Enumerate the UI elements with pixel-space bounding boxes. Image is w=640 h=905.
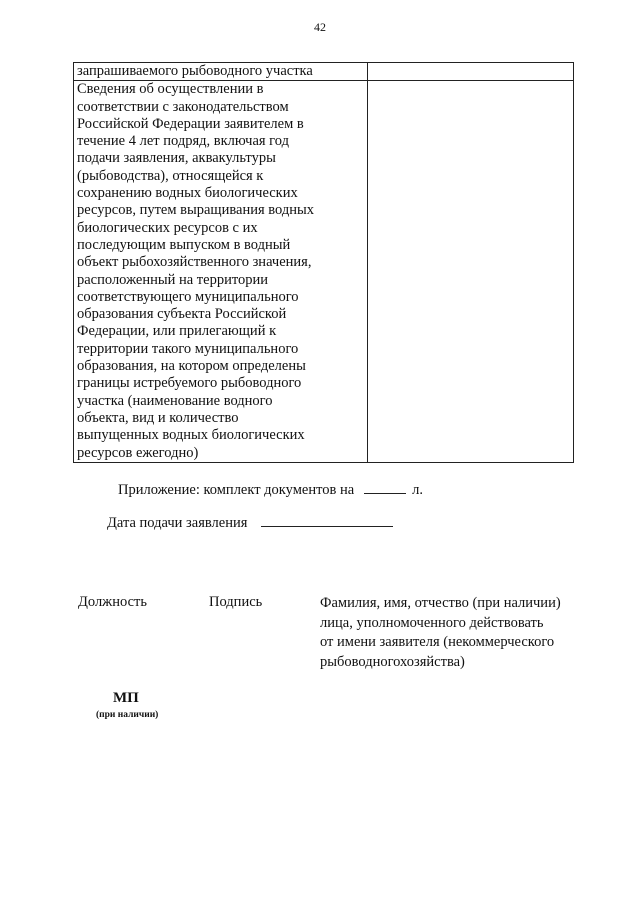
submission-date-line <box>107 514 393 532</box>
submission-date-label: Дата подачи заявления <box>107 515 248 531</box>
site-label: запрашиваемого рыбоводного участка <box>77 63 313 79</box>
attachment-label: Приложение: комплект документов на <box>118 482 355 498</box>
attachment-suffix: л. <box>412 482 424 498</box>
site-value-cell <box>368 63 574 81</box>
submission-date-blank <box>261 514 393 527</box>
fio-line: лица, уполномоченного действовать <box>320 614 544 631</box>
site-label-cell <box>74 63 368 81</box>
info-line: объект рыбохозяйственного значения, <box>77 254 312 271</box>
fio-line: рыбоводногохозяйства) <box>320 653 465 670</box>
info-line: образования, на котором определены <box>77 358 306 375</box>
info-line: территории такого муниципального <box>77 340 299 357</box>
pages-count-blank <box>364 481 406 494</box>
info-line: сохранению водных биологических <box>77 185 298 202</box>
aquaculture-info-cell <box>74 81 368 463</box>
info-line: соответствии с законодательством <box>77 98 289 115</box>
fio-line: от имени заявителя (некоммерческого <box>320 634 555 650</box>
info-line: расположенный на территории <box>77 271 268 288</box>
info-line: (рыбоводства), относящейся к <box>77 167 264 184</box>
aquaculture-info-value-cell <box>368 81 574 463</box>
info-line: последующим выпуском в водный <box>77 236 291 253</box>
info-line: границы истребуемого рыбоводного <box>77 375 302 392</box>
table-row <box>74 81 574 463</box>
page-number: 42 <box>314 20 326 34</box>
info-line: подачи заявления, аквакультуры <box>77 150 276 167</box>
table-row <box>74 63 574 81</box>
info-line: объекта, вид и количество <box>77 409 239 426</box>
info-line: Федерации, или прилегающий к <box>77 323 277 340</box>
info-line: ресурсов, путем выращивания водных <box>77 202 314 219</box>
info-line: образования субъекта Российской <box>77 306 287 323</box>
info-line: участка (наименование водного <box>77 392 273 409</box>
info-line: Российской Федерации заявителем в <box>77 115 304 132</box>
attachment-line <box>118 481 423 499</box>
fio-line: Фамилия, имя, отчество (при наличии) <box>320 595 561 611</box>
seal-note: (при наличии) <box>96 710 159 720</box>
info-line: ресурсов ежегодно) <box>77 444 199 461</box>
info-line: течение 4 лет подряд, включая год <box>77 133 289 150</box>
position-label: Должность <box>78 594 147 610</box>
info-line: выпущенных водных биологических <box>77 427 305 444</box>
signature-label: Подпись <box>209 594 263 610</box>
seal-label: МП <box>113 690 139 706</box>
application-table <box>73 62 574 463</box>
info-line: соответствующего муниципального <box>77 288 299 305</box>
fio-block <box>320 594 561 672</box>
info-line: Сведения об осуществлении в <box>77 81 264 98</box>
info-line: биологических ресурсов с их <box>77 219 258 236</box>
